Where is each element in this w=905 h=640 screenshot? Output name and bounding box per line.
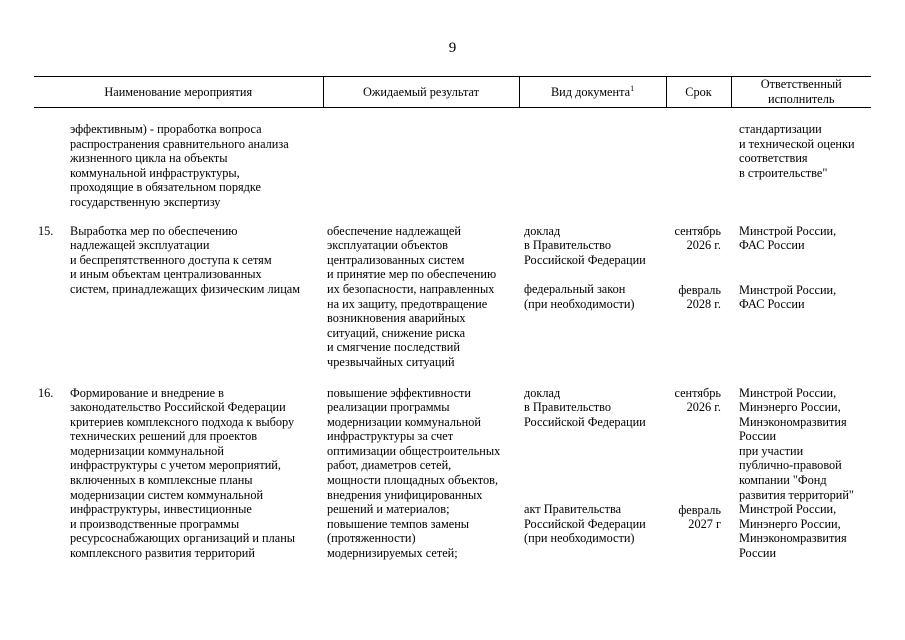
text-line: ФАС России: [739, 238, 805, 253]
text-line: модернизации коммунальной: [327, 414, 481, 429]
text-line: повышение эффективности: [327, 385, 471, 400]
row16-resp1: [739, 386, 871, 503]
text-line: и иным объектам централизованных: [70, 267, 262, 282]
text-line: акт Правительства: [524, 502, 622, 517]
text-line: и смягчение последствий: [327, 340, 460, 355]
text-line: 2026 г.: [686, 400, 722, 415]
text-line: доклад: [524, 223, 561, 238]
text-line: развития территорий": [739, 487, 854, 502]
text-line: при участии: [739, 443, 804, 458]
text-line: государственную экспертизу: [70, 194, 221, 209]
text-line: публично-правовой: [739, 458, 842, 473]
text-line: сентябрь: [674, 385, 722, 400]
row16-responsible: [731, 386, 871, 561]
text-line: их безопасности, направленных: [327, 281, 495, 296]
header-doc-type-footnote: 1: [630, 83, 635, 93]
text-line: Минэкономразвития: [739, 531, 847, 546]
header-responsible: [731, 77, 871, 108]
header-doc-type: [519, 77, 666, 108]
header-deadline: Срок: [666, 77, 731, 108]
row16-doc-type: [519, 386, 666, 561]
row15-name: [68, 224, 323, 370]
text-line: и беспрепятственного доступа к сетям: [70, 252, 272, 267]
text-line: модернизации систем коммунальной: [70, 487, 264, 502]
text-line: в Правительство: [524, 400, 612, 415]
text-line: доклад: [524, 385, 561, 400]
row15-result: [323, 224, 519, 370]
row16-deadline: [666, 386, 731, 561]
text-line: распространения сравнительного анализа: [70, 136, 289, 151]
text-line: 2026 г.: [686, 238, 722, 253]
text-line: Российской Федерации: [524, 252, 646, 267]
text-line: ситуаций, снижение риска: [327, 325, 466, 340]
text-line: Минстрой России,: [739, 223, 837, 238]
text-line: проходящие в обязательном порядке: [70, 180, 262, 195]
text-line: 2028 г.: [686, 297, 722, 312]
header-result: Ожидаемый результат: [323, 77, 519, 108]
text-line: и принятие мер по обеспечению: [327, 267, 497, 282]
text-line: эффективным) - проработка вопроса: [70, 122, 262, 136]
text-line: повышение темпов замены: [327, 516, 470, 531]
text-line: Минстрой России,: [739, 502, 837, 517]
header-responsible-line1: Ответственный: [760, 77, 842, 92]
text-line: инфраструктуры, инвестиционные: [70, 502, 252, 517]
text-line: Российской Федерации: [524, 516, 646, 531]
table-row: [34, 122, 871, 210]
text-line: внедрения унифицированных: [327, 487, 483, 502]
table-row-15: [34, 224, 871, 370]
text-line: реализации программы: [327, 400, 450, 415]
row15-deadline: [666, 224, 731, 370]
header-doc-type-label: Вид документа: [550, 84, 631, 99]
cont-responsible-cell: [731, 122, 871, 210]
text-line: февраль: [678, 282, 722, 297]
text-line: России: [739, 429, 777, 444]
text-line: России: [739, 546, 777, 561]
row16-number: 16.: [38, 385, 54, 400]
row16-deadline2: [666, 503, 721, 532]
text-line: жизненного цикла на объекты: [70, 151, 228, 166]
text-line: Минэнерго России,: [739, 400, 841, 415]
row16-doc1: [524, 386, 666, 430]
text-line: стандартизации: [739, 122, 822, 136]
row15-deadline2: [666, 283, 721, 312]
text-line: мощности площадных объектов,: [327, 473, 499, 488]
row16-deadline1: [666, 386, 721, 415]
header-name: Наименование мероприятия: [34, 77, 323, 108]
text-line: (при необходимости): [524, 531, 635, 546]
row15-doc-type: [519, 224, 666, 370]
row15-number: 15.: [38, 223, 54, 238]
text-line: (при необходимости): [524, 296, 635, 311]
text-line: законодательство Российской Федерации: [70, 400, 286, 415]
text-line: Минэнерго России,: [739, 516, 841, 531]
text-line: Минэкономразвития: [739, 414, 847, 429]
row15-resp1: [739, 224, 871, 253]
row15-resp2: [739, 283, 871, 312]
row16-result: [323, 386, 519, 561]
table-row-16: [34, 386, 871, 561]
text-line: Российской Федерации: [524, 414, 646, 429]
text-line: (протяженности): [327, 531, 416, 546]
text-line: инфраструктуры за счет: [327, 429, 454, 444]
text-line: централизованных систем: [327, 252, 465, 267]
cont-name-cell: [68, 122, 323, 210]
row16-name: [68, 386, 323, 561]
text-line: ФАС России: [739, 297, 805, 312]
text-line: возникновения аварийных: [327, 311, 466, 326]
text-line: чрезвычайных ситуаций: [327, 354, 455, 369]
text-line: систем, принадлежащих физическим лицам: [70, 281, 301, 296]
row15-doc1: [524, 224, 666, 268]
activities-table: [34, 76, 871, 561]
text-line: обеспечение надлежащей: [327, 223, 461, 238]
header-responsible-line2: исполнитель: [768, 92, 835, 106]
text-line: компании "Фонд: [739, 473, 827, 488]
text-line: инфраструктуры с учетом мероприятий,: [70, 458, 281, 473]
text-line: на их защиту, предотвращение: [327, 296, 488, 311]
row15-doc2: [524, 282, 666, 311]
text-line: Формирование и внедрение в: [70, 385, 224, 400]
text-line: Минстрой России,: [739, 282, 837, 297]
text-line: решений и материалов;: [327, 502, 450, 517]
text-line: работ, диаметров сетей,: [327, 458, 452, 473]
text-line: включенных в комплексные планы: [70, 473, 253, 488]
text-line: Минстрой России,: [739, 385, 837, 400]
text-line: коммунальной инфраструктуры,: [70, 165, 240, 180]
text-line: надлежащей эксплуатации: [70, 238, 210, 253]
text-line: федеральный закон: [524, 282, 626, 297]
text-line: в Правительство: [524, 238, 612, 253]
text-line: сентябрь: [674, 223, 722, 238]
text-line: и производственные программы: [70, 516, 240, 531]
table-header-row: [34, 77, 871, 108]
text-line: комплексного развития территорий: [70, 546, 255, 561]
page-number: 9: [448, 40, 457, 56]
text-line: февраль: [678, 502, 722, 517]
row15-deadline1: [666, 224, 721, 253]
table-row-continuation: [34, 108, 871, 123]
text-line: соответствия: [739, 151, 808, 166]
row15-responsible: [731, 224, 871, 370]
row16-resp2: [739, 502, 871, 560]
text-line: 2027 г: [688, 517, 722, 532]
text-line: критериев комплексного подхода к выбору: [70, 414, 295, 429]
text-line: и технической оценки: [739, 136, 855, 151]
text-line: технических решений для проектов: [70, 429, 258, 444]
row16-doc2: [524, 502, 666, 546]
text-line: оптимизации общестроительных: [327, 443, 501, 458]
text-line: в строительстве": [739, 165, 828, 180]
text-line: ресурсоснабжающих организаций и планы: [70, 531, 296, 546]
text-line: модернизации коммунальной: [70, 443, 224, 458]
text-line: эксплуатации объектов: [327, 238, 448, 253]
text-line: Выработка мер по обеспечению: [70, 223, 238, 238]
text-line: модернизируемых сетей;: [327, 546, 458, 561]
